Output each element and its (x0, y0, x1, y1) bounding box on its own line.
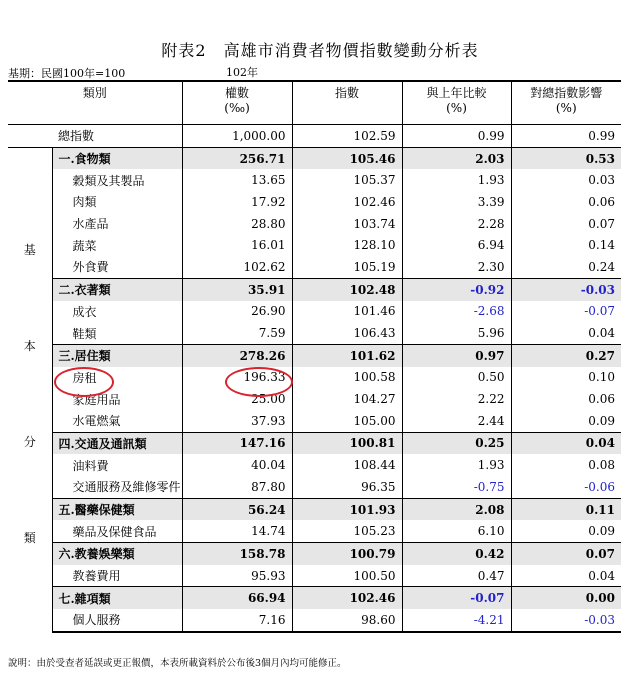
impact-cell: 0.27 (511, 344, 621, 366)
yoy-cell: 6.10 (402, 520, 511, 542)
index-cell: 102.48 (292, 278, 402, 300)
weight-cell: 7.16 (182, 609, 292, 632)
yoy-cell: 2.28 (402, 213, 511, 235)
weight-cell: 278.26 (182, 344, 292, 366)
item-row (8, 169, 621, 191)
row-label: 成衣 (52, 301, 182, 323)
row-label: 外食費 (52, 256, 182, 278)
total-label: 總指數 (8, 125, 182, 148)
side-label-char: 分 (23, 434, 36, 449)
weight-cell: 87.80 (182, 476, 292, 498)
yoy-cell: 6.94 (402, 234, 511, 256)
weight-cell: 95.93 (182, 565, 292, 587)
side-label-char: 基 (23, 242, 36, 257)
weight-cell: 35.91 (182, 278, 292, 300)
impact-cell: 0.10 (588, 370, 616, 385)
yoy-cell: 2.30 (402, 256, 511, 278)
index-cell: 100.81 (292, 432, 402, 454)
impact-cell: 0.06 (588, 392, 616, 407)
index-cell: 100.50 (292, 565, 402, 587)
weight-cell: 40.04 (182, 454, 292, 476)
item-row (8, 454, 621, 476)
yoy-cell: 2.08 (402, 498, 511, 520)
yoy-cell: 0.25 (402, 432, 511, 454)
index-cell: 128.10 (292, 234, 402, 256)
base-period: 基期：民國100年=100 (8, 67, 126, 80)
header-category: 類別 (8, 81, 182, 125)
index-cell: 102.59 (292, 125, 402, 148)
item-row (8, 256, 621, 278)
index-cell: 105.46 (292, 147, 402, 169)
yoy-cell: -0.07 (402, 587, 511, 609)
impact-cell: 0.06 (588, 194, 616, 209)
impact-cell: 0.14 (588, 238, 616, 253)
yoy-cell: 5.96 (402, 322, 511, 344)
header-weight-label: 權數 (225, 86, 250, 100)
item-row (8, 565, 621, 587)
weight-cell: 56.24 (182, 498, 292, 520)
index-cell: 104.27 (292, 388, 402, 410)
index-cell: 108.44 (292, 454, 402, 476)
impact-cell: 0.00 (511, 587, 621, 609)
yoy-cell: -0.75 (402, 476, 511, 498)
yoy-cell: -4.21 (402, 609, 511, 632)
index-cell: 105.23 (292, 520, 402, 542)
impact-cell: -0.03 (511, 609, 621, 632)
group-row (8, 344, 621, 366)
row-label: 油料費 (52, 454, 182, 476)
index-cell: 105.00 (292, 410, 402, 432)
row-label: 個人服務 (52, 609, 182, 632)
item-row (8, 410, 621, 432)
item-row (8, 213, 621, 235)
row-label: 六.教養娛樂類 (52, 543, 182, 565)
impact-cell: 0.09 (588, 413, 616, 428)
row-label: 蔬菜 (52, 234, 182, 256)
row-label: 一.食物類 (52, 147, 182, 169)
impact-cell: 0.03 (588, 173, 616, 188)
weight-cell: 37.93 (182, 410, 292, 432)
weight-cell: 28.80 (182, 213, 292, 235)
index-cell: 105.19 (292, 256, 402, 278)
weight-cell: 256.71 (182, 147, 292, 169)
impact-cell: -0.07 (584, 304, 616, 319)
item-row (8, 520, 621, 542)
yoy-cell: -0.92 (402, 278, 511, 300)
index-cell: 106.43 (292, 322, 402, 344)
side-category-label (8, 147, 52, 632)
yoy-cell: 2.03 (402, 147, 511, 169)
item-row (8, 191, 621, 213)
yoy-cell: 0.42 (402, 543, 511, 565)
header-impact (511, 81, 621, 125)
row-label: 家庭用品 (52, 388, 182, 410)
yoy-cell: 0.99 (402, 125, 511, 148)
weight-cell: 158.78 (182, 543, 292, 565)
row-label: 五.醫藥保健類 (52, 498, 182, 520)
yoy-cell: 1.93 (402, 169, 511, 191)
weight-cell: 102.62 (182, 256, 292, 278)
index-cell: 105.37 (292, 169, 402, 191)
index-cell: 100.79 (292, 543, 402, 565)
index-cell: 101.93 (292, 498, 402, 520)
weight-cell: 1,000.00 (182, 125, 292, 148)
impact-cell: -0.06 (584, 479, 616, 494)
year-label: 102年 (226, 66, 258, 79)
side-label-char: 類 (23, 530, 36, 545)
row-label: 水電燃氣 (52, 410, 182, 432)
group-row (8, 147, 621, 169)
row-label: 四.交通及通訊類 (52, 432, 182, 454)
impact-cell: 0.07 (588, 216, 616, 231)
yoy-cell: 0.47 (402, 565, 511, 587)
row-label: 七.雜項類 (52, 587, 182, 609)
yoy-cell: 0.50 (402, 367, 511, 389)
row-label: 交通服務及維修零件 (52, 476, 182, 498)
impact-cell: 0.99 (588, 128, 616, 143)
row-label: 三.居住類 (52, 344, 182, 366)
group-row (8, 543, 621, 565)
header-yoy (402, 81, 511, 125)
index-cell: 96.35 (292, 476, 402, 498)
group-row (8, 498, 621, 520)
weight-cell: 7.59 (182, 322, 292, 344)
weight-cell: 25.00 (182, 388, 292, 410)
weight-cell: 196.33 (182, 367, 292, 389)
item-row (8, 609, 621, 632)
header-impact-unit: (%) (555, 101, 577, 115)
yoy-cell: 2.22 (402, 388, 511, 410)
header-weight (182, 81, 292, 125)
row-label: 肉類 (52, 191, 182, 213)
index-cell: 102.46 (292, 587, 402, 609)
group-row (8, 432, 621, 454)
item-row (8, 322, 621, 344)
row-label: 二.衣著類 (52, 278, 182, 300)
weight-cell: 14.74 (182, 520, 292, 542)
yoy-cell: 2.44 (402, 410, 511, 432)
weight-cell: 66.94 (182, 587, 292, 609)
impact-cell: 0.53 (511, 147, 621, 169)
header-row (8, 81, 621, 125)
item-row (8, 234, 621, 256)
impact-cell: 0.04 (511, 432, 621, 454)
row-label: 房租 (52, 367, 182, 389)
weight-cell: 17.92 (182, 191, 292, 213)
yoy-cell: 3.39 (402, 191, 511, 213)
index-cell: 103.74 (292, 213, 402, 235)
weight-cell: 147.16 (182, 432, 292, 454)
impact-cell: 0.04 (588, 568, 616, 583)
impact-cell: 0.08 (588, 458, 616, 473)
impact-cell: 0.09 (588, 524, 616, 539)
item-row (8, 476, 621, 498)
row-label: 藥品及保健食品 (52, 520, 182, 542)
impact-cell: -0.03 (511, 278, 621, 300)
item-row (8, 301, 621, 323)
impact-cell: 0.11 (511, 498, 621, 520)
index-cell: 98.60 (292, 609, 402, 632)
cpi-analysis-table (8, 80, 621, 633)
yoy-cell: 1.93 (402, 454, 511, 476)
total-row (8, 125, 621, 148)
yoy-cell: -2.68 (402, 301, 511, 323)
header-weight-unit: (‰) (224, 101, 250, 115)
index-cell: 101.62 (292, 344, 402, 366)
impact-cell: 0.24 (588, 259, 616, 274)
weight-cell: 16.01 (182, 234, 292, 256)
header-impact-label: 對總指數影響 (530, 86, 603, 100)
table-title: 附表2 高雄市消費者物價指數變動分析表 (161, 41, 479, 60)
index-cell: 102.46 (292, 191, 402, 213)
row-label: 穀類及其製品 (52, 169, 182, 191)
side-label-char: 本 (23, 338, 36, 353)
group-row (8, 587, 621, 609)
highlight-circle-rent-weight (225, 367, 293, 397)
impact-cell: 0.04 (588, 326, 616, 341)
header-index: 指數 (292, 81, 402, 125)
impact-cell: 0.07 (511, 543, 621, 565)
index-cell: 101.46 (292, 301, 402, 323)
highlight-circle-rent-label (54, 367, 114, 397)
row-label: 水產品 (52, 213, 182, 235)
group-row (8, 278, 621, 300)
header-yoy-unit: (%) (446, 101, 467, 115)
weight-cell: 26.90 (182, 301, 292, 323)
row-label: 教養費用 (52, 565, 182, 587)
footnote: 說明：由於受查者延誤或更正報價，本表所載資料於公布後3個月內均可能修正。 (8, 658, 347, 669)
index-cell: 100.58 (292, 367, 402, 389)
weight-cell: 13.65 (182, 169, 292, 191)
row-label: 鞋類 (52, 322, 182, 344)
header-yoy-label: 與上年比較 (426, 86, 487, 100)
yoy-cell: 0.97 (402, 344, 511, 366)
